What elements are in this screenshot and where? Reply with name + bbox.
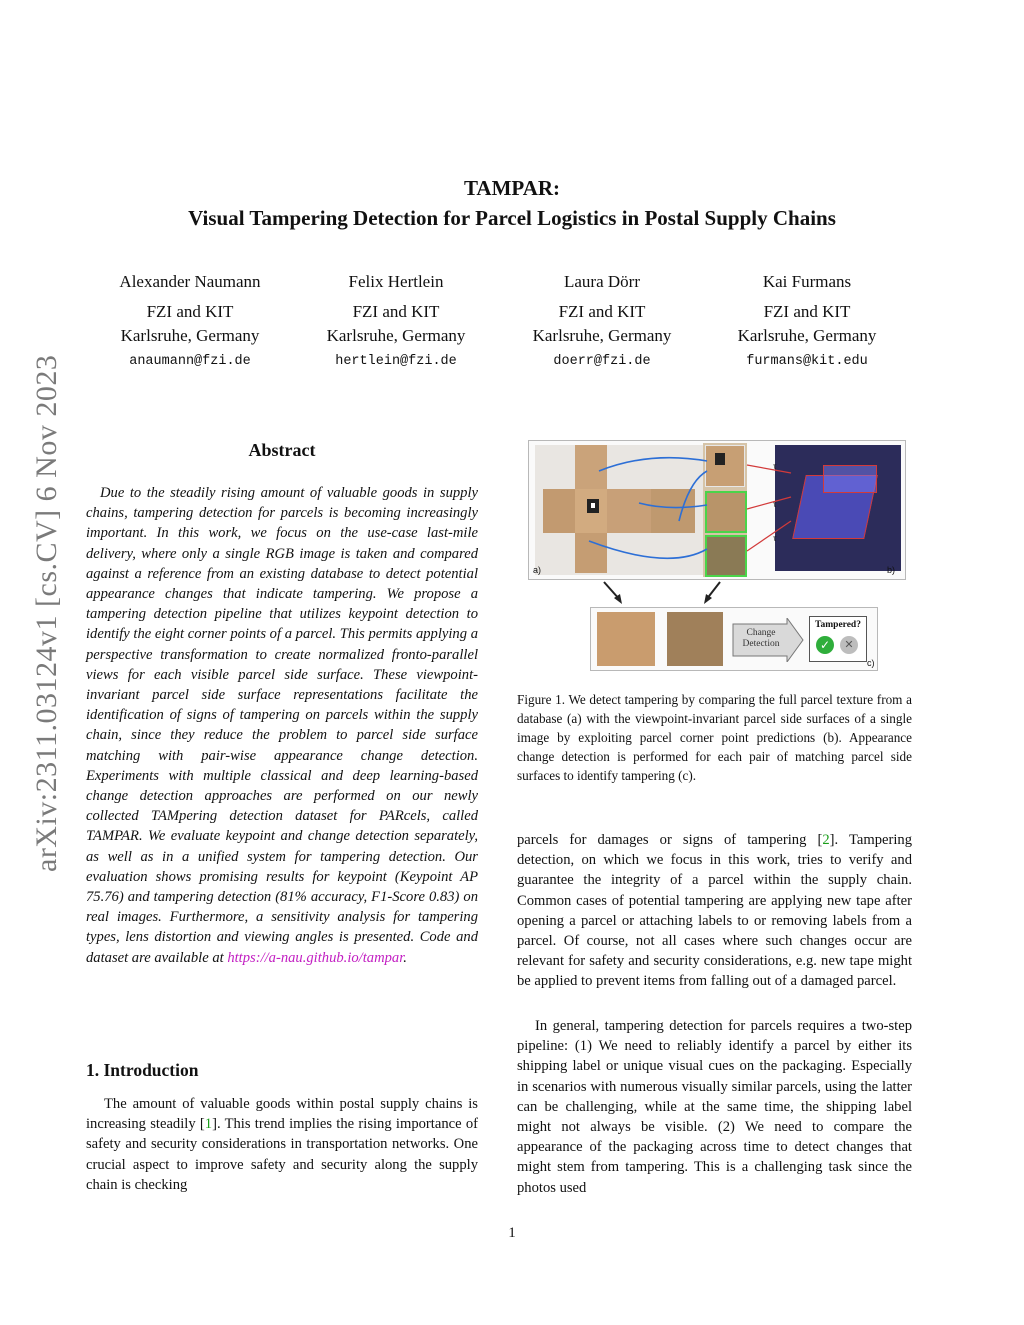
body-text: parcels for damages or signs of tampering [ [517, 832, 823, 848]
citation-link[interactable]: 1 [204, 1116, 213, 1133]
author-email[interactable]: furmans@kit.edu [746, 354, 868, 369]
author-name: Laura Dörr [564, 272, 640, 291]
paper-title-line2: Visual Tampering Detection for Parcel Logistics in Postal Supply Chains [188, 206, 836, 230]
reference-surface-image [597, 612, 655, 666]
abstract-text: Due to the steadily rising amount of valuable goods in supply chains, tampering detection for parcels is becoming increasingly important. In this work, we focus on the use-case last-mile delivery, where only a single RGB image is taken and compared against a reference from an existing database to detect potential appearance changes that indicate tampering. We propose a tampering detection pipeline that utilizes keypoint detection to identify the eight corner points of a parcel. This permits applying a perspective transformation to create normalized fronto-parallel views for each visible parcel side surface. These viewpoint-invariant parcel side surface representations facilitate the identification of signs of tampering on parcels within the supply chain, since they reduce the problem to parcel side surface matching with pair-wise appearance change detection. Experiments with multiple classical and deep learning-based change detection approaches are performed on our newly collected TAMpering detection dataset for PARcels, called TAMPAR. We evaluate keypoint and change detection separately, as well as in a unified system for tampering detection. Our evaluation shows promising results for keypoint (Keypoint AP 75.76) and tampering detection (81% accuracy, F1-Score 0.83) on real images. Furthermore, a sensitivity analysis for tampering types, lens distortion and viewing angles is presented. Code and dataset are available at [86, 485, 478, 966]
citation-link[interactable]: 2 [822, 832, 830, 848]
author-name: Kai Furmans [762, 272, 852, 291]
change-detection-label: Change Detection [742, 628, 780, 649]
project-url-link[interactable]: https://a-nau.github.io/tampar [227, 949, 404, 966]
author-city: Karlsruhe, Germany [326, 326, 466, 345]
author-block [702, 272, 912, 369]
paper-title-line1: TAMPAR: [463, 176, 561, 200]
page-number: 1 [508, 1225, 516, 1241]
cross-icon: ✕ [840, 636, 858, 654]
author-name: Alexander Naumann [119, 272, 261, 291]
panel-label-c: c) [867, 658, 875, 668]
down-arrows [596, 578, 736, 608]
intro-paragraph [86, 1094, 478, 1195]
author-email[interactable]: doerr@fzi.de [553, 354, 651, 369]
author-affiliation: FZI and KIT [352, 302, 440, 321]
figure-panel-ab [528, 440, 906, 580]
author-block [85, 272, 295, 369]
author-city: Karlsruhe, Germany [737, 326, 877, 345]
author-city: Karlsruhe, Germany [120, 326, 260, 345]
abstract-heading: Abstract [248, 440, 316, 460]
right-column-paragraph: In general, tampering detection for parcels requires a two-step pipeline: (1) We need to reliably identify a parcel by either its shipping label or unique visual cues on the packaging. Especially in scenarios with numerous visually similar parcels, using the latter can be challenging, while at the same time, the shipping label might not always be visible. (2) We need to compare the appearance of the packaging across time to detect changes that might stem from tampering. This is a challenging task since the photos used [517, 1018, 912, 1196]
right-column-paragraph [517, 830, 912, 992]
author-email[interactable]: anaumann@fzi.de [129, 354, 251, 369]
panel-label-b: b) [887, 565, 896, 575]
author-city: Karlsruhe, Germany [532, 326, 672, 345]
check-icon: ✓ [816, 636, 834, 654]
author-block [497, 272, 707, 369]
tampered-decision-box [809, 616, 867, 662]
panel-label-a: a) [533, 565, 542, 575]
abstract-end: . [403, 949, 407, 966]
tampered-label: Tampered? [815, 620, 861, 630]
author-name: Felix Hertlein [348, 272, 444, 291]
figure-caption: Figure 1. We detect tampering by comparing the full parcel texture from a database (a) with the viewpoint-invariant parcel side surfaces of a single image by exploiting parcel corner point predictions (b). Appearance change detection is performed for each pair of matching parcel side surfaces to identify tampering (c). [517, 692, 912, 783]
body-text: ]. Tampering detection, on which we focus in this work, tries to verify and guarantee the integrity of a parcel within the supply chain. Common cases of potential tampering are applying new tape after opening a parcel or attaching labels to or removing labels from a parcel. Of course, not all cases where such changes occur are relevant for safety and security considerations, e.g. new tape might be applied to prevent items from falling out of a damaged parcel. [517, 832, 912, 990]
tau-label: τ [773, 533, 777, 543]
arxiv-side-stamp: arXiv:2311.03124v1 [cs.CV] 6 Nov 2023 [30, 354, 63, 872]
tau-label: τ [773, 461, 777, 471]
author-block [291, 272, 501, 369]
abstract-body [86, 483, 478, 968]
intro-text: The amount of valuable goods within postal supply chains is increasing steadily [ [86, 1096, 478, 1133]
tau-label: τ [773, 499, 777, 509]
intro-text: ]. This trend implies the rising importance of safety and security considerations in transportation networks. One crucial aspect to improve safety and security along the supply chain is checking [86, 1116, 478, 1193]
connection-arrows [529, 441, 905, 579]
figure-panel-c [590, 607, 878, 671]
author-affiliation: FZI and KIT [146, 302, 234, 321]
author-email[interactable]: hertlein@fzi.de [335, 354, 457, 369]
observed-surface-image [667, 612, 723, 666]
author-affiliation: FZI and KIT [558, 302, 646, 321]
section-heading-introduction: 1. Introduction [86, 1060, 199, 1080]
author-affiliation: FZI and KIT [763, 302, 851, 321]
